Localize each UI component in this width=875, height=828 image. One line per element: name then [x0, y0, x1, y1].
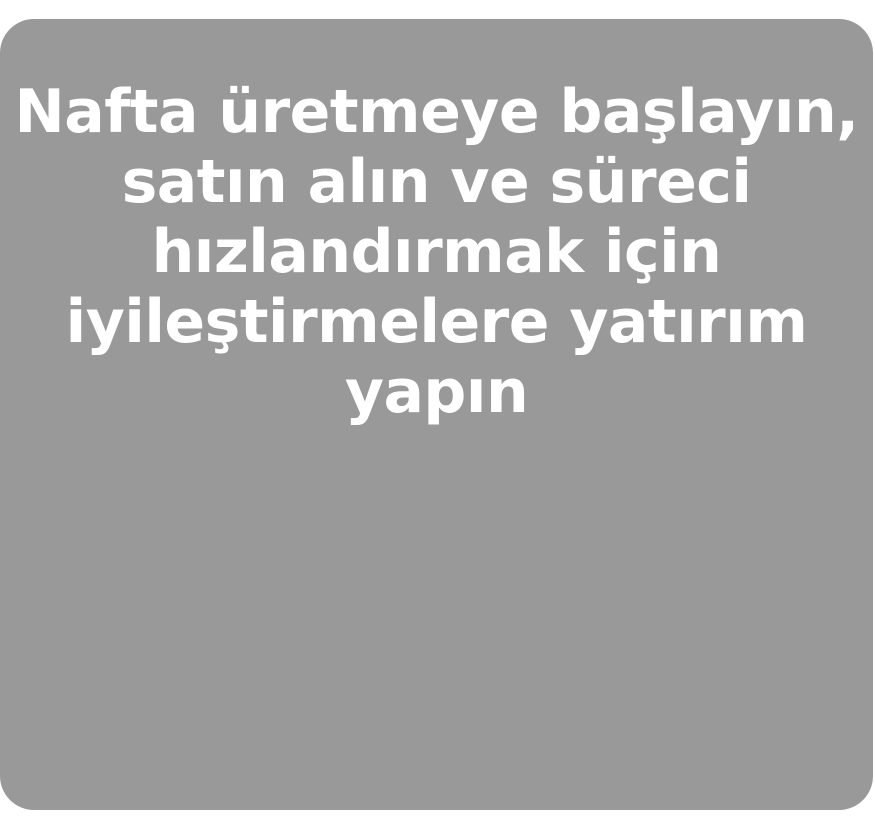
tutorial-message-line-2: satın alın ve süreci [121, 147, 752, 217]
tutorial-card [0, 19, 873, 810]
tutorial-message-line-5: yapın [344, 357, 529, 427]
tutorial-message-line-4: iyileştirmelere yatırım [65, 287, 808, 357]
tutorial-message [0, 77, 873, 427]
tutorial-message-line-3: hızlandırmak için [151, 217, 722, 287]
tutorial-message-line-1: Nafta üretmeye başlayın, [14, 77, 859, 147]
